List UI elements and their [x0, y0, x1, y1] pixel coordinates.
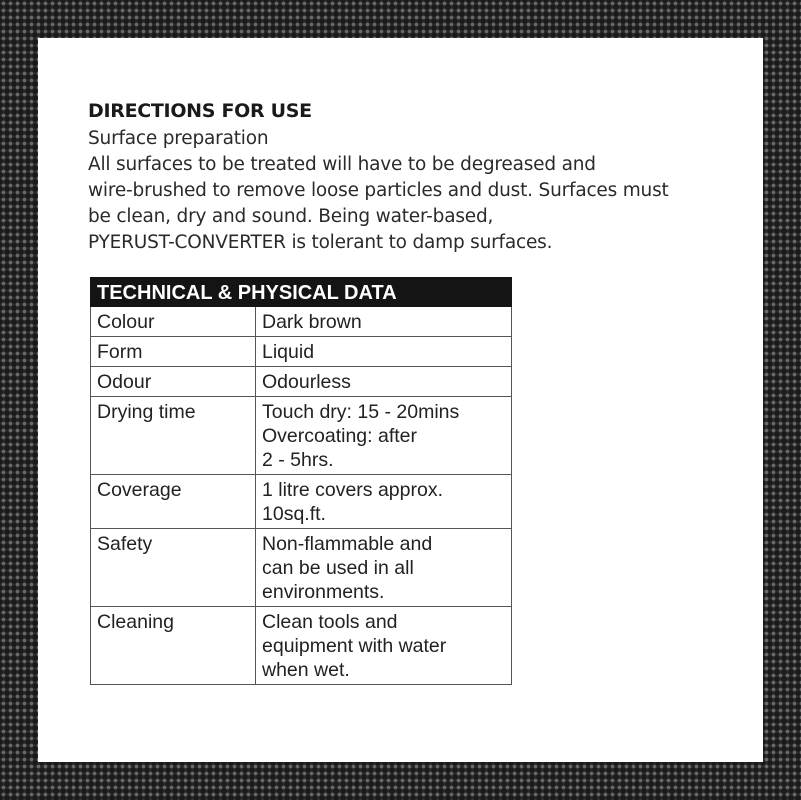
- property-value-line: 2 - 5hrs.: [262, 449, 334, 471]
- property-name: Safety: [91, 529, 256, 607]
- property-value-line: 1 litre covers approx.: [262, 479, 443, 501]
- property-value: [256, 529, 512, 607]
- directions-line: wire-brushed to remove loose particles and dust. Surfaces must: [88, 180, 669, 201]
- property-value-line: Touch dry: 15 - 20mins: [262, 401, 460, 423]
- property-value-line: 10sq.ft.: [262, 503, 326, 525]
- directions-text: [88, 126, 728, 256]
- directions-line: PYERUST-CONVERTER is tolerant to damp surfaces.: [88, 232, 553, 253]
- table-row: [91, 529, 512, 607]
- property-name: Form: [91, 337, 256, 367]
- property-value-line: Overcoating: after: [262, 425, 417, 447]
- property-value: [256, 397, 512, 475]
- property-value-line: equipment with water: [262, 635, 447, 657]
- directions-heading: DIRECTIONS FOR USE: [88, 100, 312, 122]
- property-value-line: when wet.: [262, 659, 350, 681]
- table-title: TECHNICAL & PHYSICAL DATA: [91, 278, 512, 307]
- property-name: Colour: [91, 307, 256, 337]
- property-name: Odour: [91, 367, 256, 397]
- table-row: [91, 475, 512, 529]
- directions-line: be clean, dry and sound. Being water-based,: [88, 206, 494, 227]
- property-value-line: Non-flammable and: [262, 533, 433, 555]
- property-value: [256, 337, 512, 367]
- property-value: [256, 307, 512, 337]
- document-panel: [38, 38, 763, 762]
- table-row: [91, 337, 512, 367]
- property-value: [256, 367, 512, 397]
- directions-line: Surface preparation: [88, 128, 269, 149]
- table-row: [91, 307, 512, 337]
- property-value-line: environments.: [262, 581, 385, 603]
- property-name: Drying time: [91, 397, 256, 475]
- property-value-line: can be used in all: [262, 557, 414, 579]
- property-name: Coverage: [91, 475, 256, 529]
- table-row: [91, 367, 512, 397]
- directions-line: All surfaces to be treated will have to be degreased and: [88, 154, 596, 175]
- table-row: [91, 397, 512, 475]
- property-value-line: Clean tools and: [262, 611, 398, 633]
- technical-data-table: [90, 277, 512, 685]
- property-name: Cleaning: [91, 607, 256, 685]
- table-row: [91, 607, 512, 685]
- property-value-line: Liquid: [262, 341, 315, 363]
- property-value-line: Dark brown: [262, 311, 362, 333]
- property-value: [256, 607, 512, 685]
- property-value-line: Odourless: [262, 371, 351, 393]
- property-value: [256, 475, 512, 529]
